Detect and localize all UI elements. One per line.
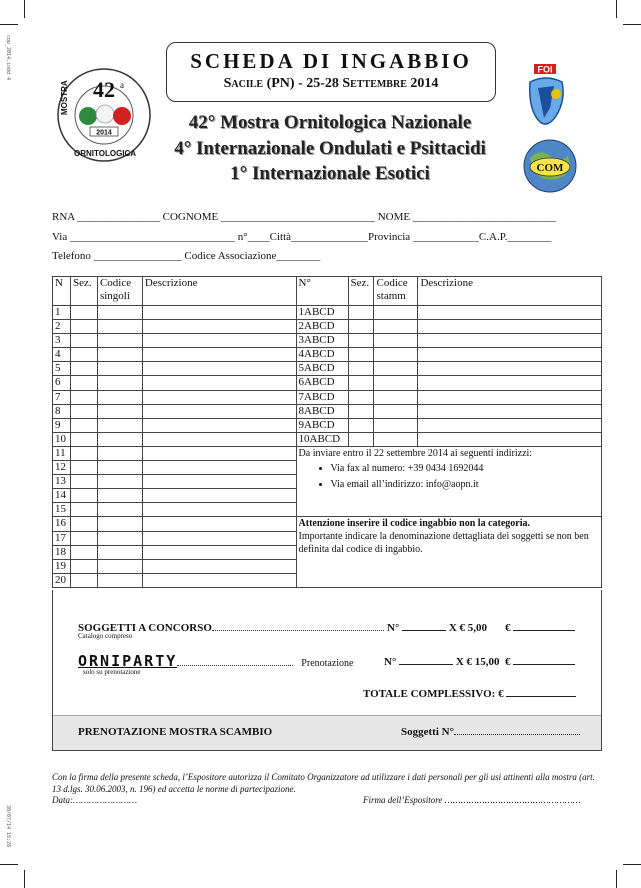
codice-singoli-cell[interactable] [97, 446, 142, 460]
descrizione-cell[interactable] [142, 489, 296, 503]
sez-cell[interactable] [70, 446, 97, 460]
descrizione-cell[interactable] [142, 517, 296, 531]
soggetti-field[interactable] [454, 734, 580, 735]
sez-stamm-cell[interactable] [348, 432, 374, 446]
fax-item: • Via fax al numero: +39 0434 1692044 [331, 462, 599, 475]
sez-cell[interactable] [70, 503, 97, 517]
sez-cell[interactable] [70, 517, 97, 531]
descrizione-cell[interactable] [142, 418, 296, 432]
field-line-address[interactable]: Via ______________________________ n°____Città______________Provincia ____________C.A.P.________ [52, 231, 552, 243]
crop-mark [0, 864, 18, 865]
warning-note [296, 517, 601, 587]
scambio-label: PRENOTAZIONE MOSTRA SCAMBIO [78, 726, 273, 738]
side-code-bottom: 30/07/14 15:28 [5, 805, 11, 848]
orniparty-price: X € 15,00 [455, 656, 500, 668]
col-header-codice-stamm: Codice stamm [374, 277, 418, 306]
row-number: 3 [53, 334, 71, 348]
field-line-phone[interactable]: Telefono ________________ Codice Associazione________ [52, 250, 321, 262]
data-field[interactable]: Data:…………………… [52, 795, 138, 805]
descrizione-cell[interactable] [142, 573, 296, 587]
crop-mark [24, 870, 25, 888]
descrizione-stamm-cell[interactable] [418, 320, 602, 334]
row-number: 2 [53, 320, 71, 334]
table-row [53, 390, 602, 404]
col-header-sez-stamm: Sez. [348, 277, 374, 306]
headline-3: 1° Internazionale Esotici [230, 163, 430, 184]
codice-singoli-cell[interactable] [97, 390, 142, 404]
stamm-number: 4ABCD [296, 348, 348, 362]
warning-bold: Attenzione inserire il codice ingabbio non la categoria. [298, 518, 530, 530]
table-row [53, 446, 602, 460]
totale-label: TOTALE COMPLESSIVO: € [363, 688, 504, 700]
descrizione-cell[interactable] [142, 446, 296, 460]
concorso-n-label: N° [387, 622, 400, 634]
email-item: • Via email all’indirizzo: info@aopn.it [331, 478, 599, 491]
stamm-number: 7ABCD [296, 390, 348, 404]
stamm-number: 8ABCD [296, 404, 348, 418]
firma-field[interactable]: Firma dell’Espositore …………………………………………… [363, 795, 581, 805]
totale-field[interactable] [506, 696, 576, 697]
row-number: 1 [53, 306, 71, 320]
descrizione-cell[interactable] [142, 432, 296, 446]
orniparty-total[interactable] [505, 656, 575, 668]
descrizione-cell[interactable] [142, 461, 296, 475]
descrizione-cell[interactable] [142, 306, 296, 320]
sez-stamm-cell[interactable] [348, 418, 374, 432]
title-box [166, 42, 496, 102]
soggetti-label: Soggetti N° [401, 726, 454, 738]
descrizione-cell[interactable] [142, 531, 296, 545]
codice-stamm-cell[interactable] [374, 404, 418, 418]
orniparty-note: solo su prenotazione [83, 668, 141, 676]
table-row [53, 320, 602, 334]
descrizione-stamm-cell[interactable] [418, 390, 602, 404]
row-number: 16 [53, 517, 71, 531]
field-line-rna[interactable]: RNA _______________ COGNOME ____________________________ NOME __________________________ [52, 211, 556, 223]
descrizione-cell[interactable] [142, 503, 296, 517]
sez-cell[interactable] [70, 334, 97, 348]
concorso-qty-field[interactable] [402, 630, 446, 631]
col-header-n: N [53, 277, 71, 306]
foi-label: FOI [537, 64, 553, 75]
descrizione-cell[interactable] [142, 390, 296, 404]
codice-stamm-cell[interactable] [374, 306, 418, 320]
crop-mark [623, 24, 641, 25]
concorso-note: Catalogo compreso [78, 632, 133, 640]
codice-stamm-cell[interactable] [374, 432, 418, 446]
orniparty-total-field[interactable] [513, 664, 575, 665]
sez-stamm-cell[interactable] [348, 390, 374, 404]
descrizione-cell[interactable] [142, 475, 296, 489]
codice-singoli-cell[interactable] [97, 376, 142, 390]
row-number: 10 [53, 432, 71, 446]
row-number: 11 [53, 446, 71, 460]
crop-mark [24, 0, 25, 18]
codice-singoli-cell[interactable] [97, 559, 142, 573]
col-header-n-stamm: N° [296, 277, 348, 306]
stamm-number: 9ABCD [296, 418, 348, 432]
col-header-descrizione-stamm: Descrizione [418, 277, 602, 306]
sez-stamm-cell[interactable] [348, 320, 374, 334]
stamm-number: 5ABCD [296, 362, 348, 376]
orniparty-qty[interactable] [384, 656, 500, 668]
col-header-codice-singoli: Codice singoli [97, 277, 142, 306]
row-number: 9 [53, 418, 71, 432]
concorso-dots[interactable] [212, 630, 384, 631]
prenotazione-label: Prenotazione [301, 658, 354, 669]
codice-singoli-cell[interactable] [97, 545, 142, 559]
codice-singoli-cell[interactable] [97, 489, 142, 503]
descrizione-cell[interactable] [142, 334, 296, 348]
row-number: 12 [53, 461, 71, 475]
descrizione-stamm-cell[interactable] [418, 334, 602, 348]
table-row [53, 376, 602, 390]
privacy-notice: Con la firma della presente scheda, l’Espositore autorizza il Comitato Organizzatore ad utilizzare i dati personali per gli usi attinenti alla mostra (art. 13 d.lgs. 30.06.2003, n. 196) ed accetta le norme di partecipazione. [52, 772, 595, 794]
row-number: 18 [53, 545, 71, 559]
warning-text: Importante indicare la denominazione dettagliata dei soggetti se non ben definita dal codice di ingabbio. [298, 531, 589, 556]
table-header-row [53, 277, 602, 306]
orniparty-label: ORNIPARTY [78, 652, 178, 670]
totale-row[interactable] [363, 688, 576, 700]
row-number: 5 [53, 362, 71, 376]
codice-stamm-cell[interactable] [374, 348, 418, 362]
headline-1: 42° Mostra Ornitologica Nazionale [188, 112, 472, 133]
codice-singoli-cell[interactable] [97, 404, 142, 418]
stamm-number: 1ABCD [296, 306, 348, 320]
codice-singoli-cell[interactable] [97, 306, 142, 320]
sez-stamm-cell[interactable] [348, 348, 374, 362]
codice-stamm-cell[interactable] [374, 376, 418, 390]
sez-stamm-cell[interactable] [348, 334, 374, 348]
logo-suffix: a [120, 80, 124, 90]
submission-note [296, 446, 601, 516]
scambio-band [53, 715, 601, 750]
col-header-descrizione: Descrizione [142, 277, 296, 306]
orniparty-n-label: N° [384, 656, 397, 668]
codice-singoli-cell[interactable] [97, 517, 142, 531]
sez-cell[interactable] [70, 559, 97, 573]
sez-cell[interactable] [70, 545, 97, 559]
codice-stamm-cell[interactable] [374, 320, 418, 334]
row-number: 7 [53, 390, 71, 404]
sez-cell[interactable] [70, 404, 97, 418]
orniparty-dots[interactable] [177, 665, 293, 666]
descrizione-stamm-cell[interactable] [418, 432, 602, 446]
codice-singoli-cell[interactable] [97, 418, 142, 432]
crop-mark [616, 870, 617, 888]
row-number: 8 [53, 404, 71, 418]
stamm-number: 10ABCD [296, 432, 348, 446]
orniparty-qty-field[interactable] [399, 664, 453, 665]
row-number: 14 [53, 489, 71, 503]
sez-cell[interactable] [70, 362, 97, 376]
form-subtitle: Sacile (PN) - 25-28 Settembre 2014 [223, 76, 439, 91]
table-row [53, 517, 602, 531]
codice-singoli-cell[interactable] [97, 461, 142, 475]
descrizione-stamm-cell[interactable] [418, 404, 602, 418]
descrizione-stamm-cell[interactable] [418, 348, 602, 362]
row-number: 20 [53, 573, 71, 587]
sez-stamm-cell[interactable] [348, 362, 374, 376]
descrizione-cell[interactable] [142, 404, 296, 418]
codice-singoli-cell[interactable] [97, 334, 142, 348]
submission-intro: Da inviare entro il 22 settembre 2014 ai seguenti indirizzi: [298, 447, 533, 459]
sez-cell[interactable] [70, 306, 97, 320]
descrizione-cell[interactable] [142, 559, 296, 573]
codice-singoli-cell[interactable] [97, 348, 142, 362]
descrizione-cell[interactable] [142, 320, 296, 334]
sez-cell[interactable] [70, 320, 97, 334]
concorso-label: SOGGETTI A CONCORSO [78, 622, 212, 634]
stamm-number: 6ABCD [296, 376, 348, 390]
crop-mark [623, 864, 641, 865]
sez-cell[interactable] [70, 461, 97, 475]
table-row [53, 432, 602, 446]
stamm-number: 3ABCD [296, 334, 348, 348]
form-title: SCHEDA DI INGABBIO [190, 49, 472, 73]
row-number: 19 [53, 559, 71, 573]
codice-singoli-cell[interactable] [97, 573, 142, 587]
concorso-price: X € 5,00 [448, 622, 488, 634]
codice-stamm-cell[interactable] [374, 418, 418, 432]
soggetti-row[interactable] [401, 726, 580, 738]
sez-cell[interactable] [70, 348, 97, 362]
sez-cell[interactable] [70, 390, 97, 404]
row-number: 6 [53, 376, 71, 390]
descrizione-cell[interactable] [142, 348, 296, 362]
codice-stamm-cell[interactable] [374, 334, 418, 348]
side-code-top: cop_2014.indd 4 [5, 35, 11, 81]
descrizione-cell[interactable] [142, 545, 296, 559]
codice-singoli-cell[interactable] [97, 432, 142, 446]
sez-cell[interactable] [70, 418, 97, 432]
descrizione-cell[interactable] [142, 376, 296, 390]
sez-stamm-cell[interactable] [348, 404, 374, 418]
table-row [53, 362, 602, 376]
descrizione-stamm-cell[interactable] [418, 306, 602, 320]
concorso-total[interactable] [505, 622, 575, 634]
sez-cell[interactable] [70, 432, 97, 446]
descrizione-stamm-cell[interactable] [418, 418, 602, 432]
headline-2: 4° Internazionale Ondulati e Psittacidi [174, 138, 486, 159]
concorso-euro: € [505, 622, 511, 634]
table-row [53, 334, 602, 348]
codice-singoli-cell[interactable] [97, 475, 142, 489]
crop-mark [616, 0, 617, 18]
row-number: 4 [53, 348, 71, 362]
cage-table [52, 276, 602, 588]
concorso-qty[interactable] [387, 622, 487, 634]
row-number: 13 [53, 475, 71, 489]
sez-stamm-cell[interactable] [348, 376, 374, 390]
logo-ring-bottom: ORNITOLOGICA [74, 149, 137, 158]
sez-cell[interactable] [70, 489, 97, 503]
descrizione-cell[interactable] [142, 362, 296, 376]
codice-singoli-cell[interactable] [97, 531, 142, 545]
logo-ring-top: MOSTRA [60, 80, 69, 115]
sez-cell[interactable] [70, 573, 97, 587]
crop-mark [0, 24, 18, 25]
codice-singoli-cell[interactable] [97, 503, 142, 517]
sez-cell[interactable] [70, 531, 97, 545]
row-number: 15 [53, 503, 71, 517]
logo-number: 42 [93, 77, 115, 102]
sez-stamm-cell[interactable] [348, 306, 374, 320]
totals-box [52, 590, 602, 751]
table-row [53, 404, 602, 418]
descrizione-stamm-cell[interactable] [418, 362, 602, 376]
table-row [53, 418, 602, 432]
row-number: 17 [53, 531, 71, 545]
codice-singoli-cell[interactable] [97, 320, 142, 334]
descrizione-stamm-cell[interactable] [418, 376, 602, 390]
concorso-total-field[interactable] [513, 630, 575, 631]
sez-cell[interactable] [70, 475, 97, 489]
table-row [53, 348, 602, 362]
col-header-sez: Sez. [70, 277, 97, 306]
logo-year: 2014 [96, 129, 112, 137]
codice-stamm-cell[interactable] [374, 362, 418, 376]
orniparty-euro: € [505, 656, 511, 668]
stamm-number: 2ABCD [296, 320, 348, 334]
codice-singoli-cell[interactable] [97, 362, 142, 376]
com-label: COM [536, 162, 564, 174]
codice-stamm-cell[interactable] [374, 390, 418, 404]
table-row [53, 306, 602, 320]
sez-cell[interactable] [70, 376, 97, 390]
